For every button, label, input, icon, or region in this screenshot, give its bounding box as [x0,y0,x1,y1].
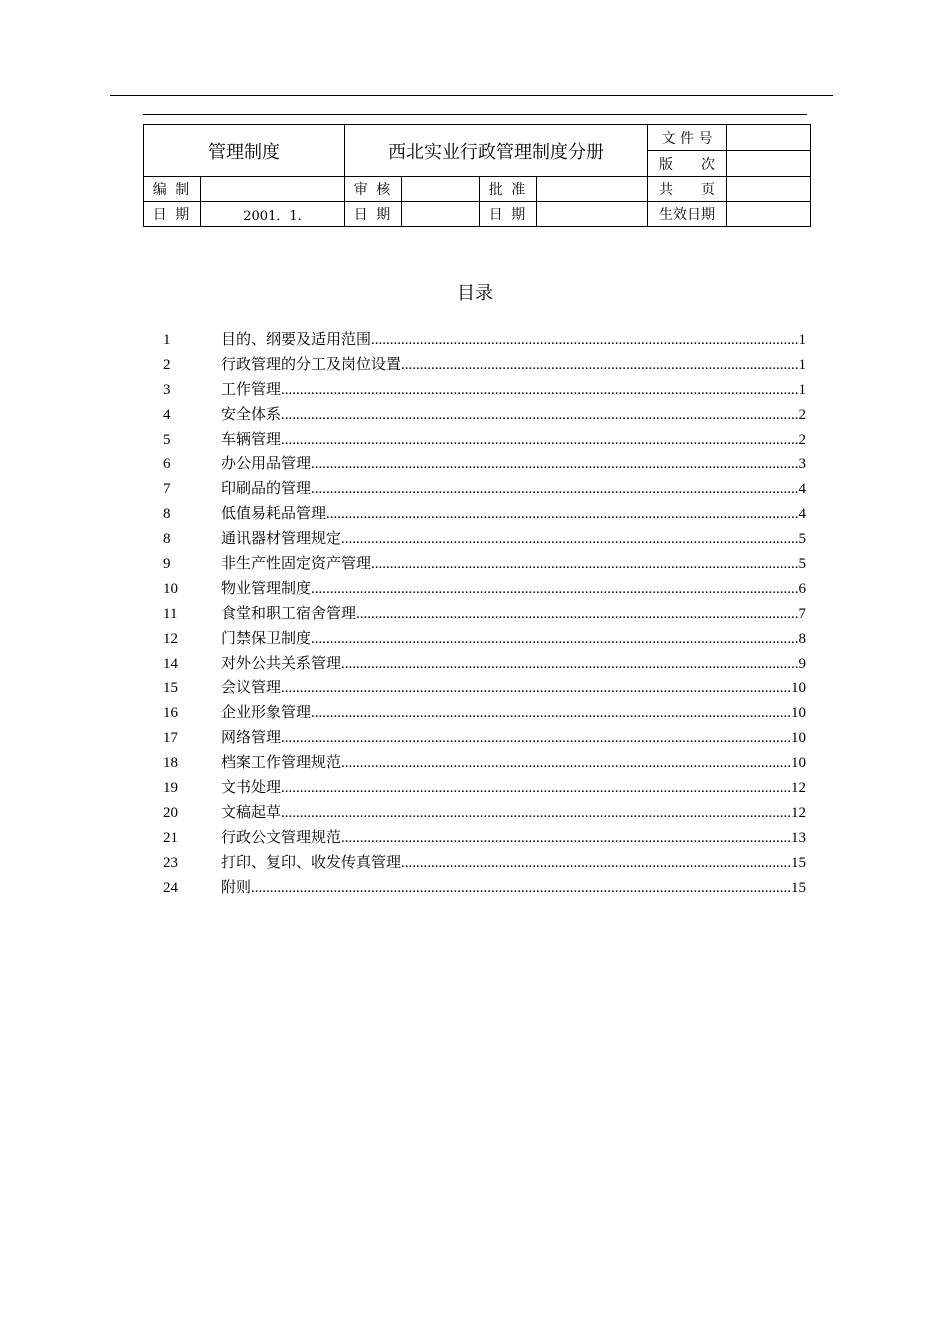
toc-entry-number: 4 [163,406,171,423]
toc-entry-title: 印刷品的管理 [221,481,312,498]
toc-entry-title: 工作管理 [221,381,282,398]
toc-entry-leader [311,452,798,477]
toc-entry[interactable] [163,801,806,826]
toc-entry-title: 低值易耗品管理 [221,506,327,523]
toc-entry-page: 4 [798,506,806,523]
toc-entry-number: 23 [163,854,178,871]
toc-entry-number: 12 [163,630,178,647]
toc-entry-leader [311,701,791,726]
toc-entry-page: 5 [798,531,806,548]
toc-entry-leader [281,776,791,801]
toc-entry-title: 文稿起草 [221,804,282,821]
toc-entry-page: 10 [791,755,806,772]
toc-entry-number: 3 [163,381,171,398]
version-label: 版 次 [648,151,727,177]
toc-entry-leader [341,826,791,851]
toc-entry-number: 14 [163,655,178,672]
toc-entry[interactable] [163,602,806,627]
reviewed-by-label: 审 核 [345,177,402,202]
toc-entry-title: 通讯器材管理规定 [221,531,342,548]
toc-entry[interactable] [163,676,806,701]
toc-title: 目录 [457,283,493,304]
toc-entry-title: 企业形象管理 [221,705,312,722]
toc-entry-leader [281,403,798,428]
toc-entry-title: 办公用品管理 [221,456,312,473]
toc-entry-title: 文书处理 [221,780,282,797]
toc-entry-leader [356,602,798,627]
toc-entry-number: 19 [163,780,178,797]
toc-entry-leader [341,652,798,677]
toc-entry-number: 21 [163,829,178,846]
total-pages-value [727,177,811,202]
toc-entry-leader [281,428,798,453]
toc-entry-leader [341,527,798,552]
toc-entry-title: 打印、复印、收发传真管理 [221,854,402,871]
compiled-by-label: 编 制 [144,177,201,202]
date-value-approved [537,202,648,227]
toc-entry[interactable] [163,652,806,677]
header-rule-second [143,114,807,115]
toc-entry-page: 6 [798,580,806,597]
toc-entry-title: 目的、纲要及适用范围 [221,332,372,348]
toc-entry-title: 会议管理 [221,680,282,697]
toc-entry[interactable] [163,627,806,652]
toc-entry-page: 12 [791,780,806,797]
toc-entry[interactable] [163,502,806,527]
toc-entry-page: 7 [798,605,806,622]
document-header-table [143,124,811,227]
toc-entry[interactable] [163,328,806,353]
effective-date-value [727,202,811,227]
toc-entry-leader [251,876,791,901]
category-cell: 管理制度 [144,125,345,177]
toc-entry-leader [281,378,798,403]
toc-entry[interactable] [163,851,806,876]
toc-entry[interactable] [163,876,806,901]
header-rule-top [110,95,833,96]
toc-entry-number: 20 [163,804,178,821]
toc-entry[interactable] [163,751,806,776]
toc-entry-title: 附则 [221,879,252,896]
toc-entry-title: 食堂和职工宿舍管理 [221,605,357,622]
date-value-compiled: 2001．1. [201,202,345,227]
toc-entry-title: 网络管理 [221,730,282,747]
toc-entry-page: 15 [791,854,806,871]
toc-entry-page: 9 [798,655,806,672]
toc-entry-leader [281,676,791,701]
toc-entry-leader [401,851,791,876]
toc-entry-number: 9 [163,556,171,573]
toc-entry[interactable] [163,428,806,453]
toc-entry[interactable] [163,577,806,602]
effective-date-label: 生效日期 [648,202,727,227]
toc-entry-number: 7 [163,481,171,498]
approved-by-value [537,177,648,202]
toc-entry-number: 18 [163,755,178,772]
toc-entry-number: 8 [163,506,171,523]
toc-entry-title: 对外公共关系管理 [221,655,342,672]
toc-entry-leader [371,552,798,577]
toc-entry-number: 11 [163,605,178,622]
toc-entry-page: 1 [798,381,806,398]
toc-entry-page: 5 [798,556,806,573]
toc-entry[interactable] [163,477,806,502]
date-label-approved: 日 期 [480,202,537,227]
toc-entry-number: 6 [163,456,171,473]
toc-entry-number: 17 [163,730,178,747]
toc-entry[interactable] [163,353,806,378]
date-value-reviewed [402,202,480,227]
toc-entry-number: 1 [163,332,171,348]
toc-entry[interactable] [163,701,806,726]
toc-entry-page: 8 [798,630,806,647]
toc-entry[interactable] [163,527,806,552]
compiled-by-value [201,177,345,202]
toc-entry-page: 13 [791,829,806,846]
toc-entry-leader [341,751,791,776]
toc-entry[interactable] [163,826,806,851]
toc-entry-number: 5 [163,431,171,448]
toc-entry-page: 1 [798,332,806,348]
toc-entry-title: 档案工作管理规范 [221,755,342,772]
toc-entry[interactable] [163,452,806,477]
toc-entry-number: 2 [163,356,171,373]
toc-entry-page: 10 [791,730,806,747]
total-pages-label: 共 页 [648,177,727,202]
document-title-cell: 西北实业行政管理制度分册 [345,125,648,177]
toc-entry-leader [311,477,798,502]
toc-entry-number: 24 [163,879,178,896]
version-value [727,151,811,177]
toc-entry-title: 门禁保卫制度 [221,630,312,647]
toc-entry-page: 2 [798,431,806,448]
toc-entry[interactable] [163,378,806,403]
toc-entry-title: 行政公文管理规范 [221,829,342,846]
toc-entry-title: 车辆管理 [221,431,282,448]
toc-entry-page: 3 [798,456,806,473]
toc-entry-page: 15 [791,879,806,896]
toc-entry-title: 非生产性固定资产管理 [221,556,372,573]
toc-entry-leader [281,801,791,826]
date-label-compiled: 日 期 [144,202,201,227]
toc-entry-page: 10 [791,705,806,722]
toc-entry-page: 2 [798,406,806,423]
file-number-value [727,125,811,151]
table-of-contents [163,328,806,900]
toc-entry-leader [281,726,791,751]
toc-entry-number: 16 [163,705,178,722]
toc-entry-page: 10 [791,680,806,697]
reviewed-by-value [402,177,480,202]
toc-entry-page: 1 [798,356,806,373]
toc-entry[interactable] [163,726,806,751]
toc-entry-leader [326,502,798,527]
toc-entry-title: 物业管理制度 [221,580,312,597]
toc-entry-number: 15 [163,680,178,697]
file-number-label: 文 件 号 [648,125,727,151]
toc-entry-leader [371,328,798,353]
toc-entry[interactable] [163,403,806,428]
toc-entry-page: 4 [798,481,806,498]
toc-entry-number: 10 [163,580,178,597]
toc-entry-leader [311,577,798,602]
toc-entry-title: 行政管理的分工及岗位设置 [221,356,402,373]
toc-entry-leader [311,627,798,652]
toc-entry[interactable] [163,776,806,801]
toc-entry-page: 12 [791,804,806,821]
date-label-reviewed: 日 期 [345,202,402,227]
toc-entry[interactable] [163,552,806,577]
toc-entry-leader [401,353,798,378]
toc-entry-number: 8 [163,531,171,548]
approved-by-label: 批 准 [480,177,537,202]
toc-entry-title: 安全体系 [221,406,282,423]
